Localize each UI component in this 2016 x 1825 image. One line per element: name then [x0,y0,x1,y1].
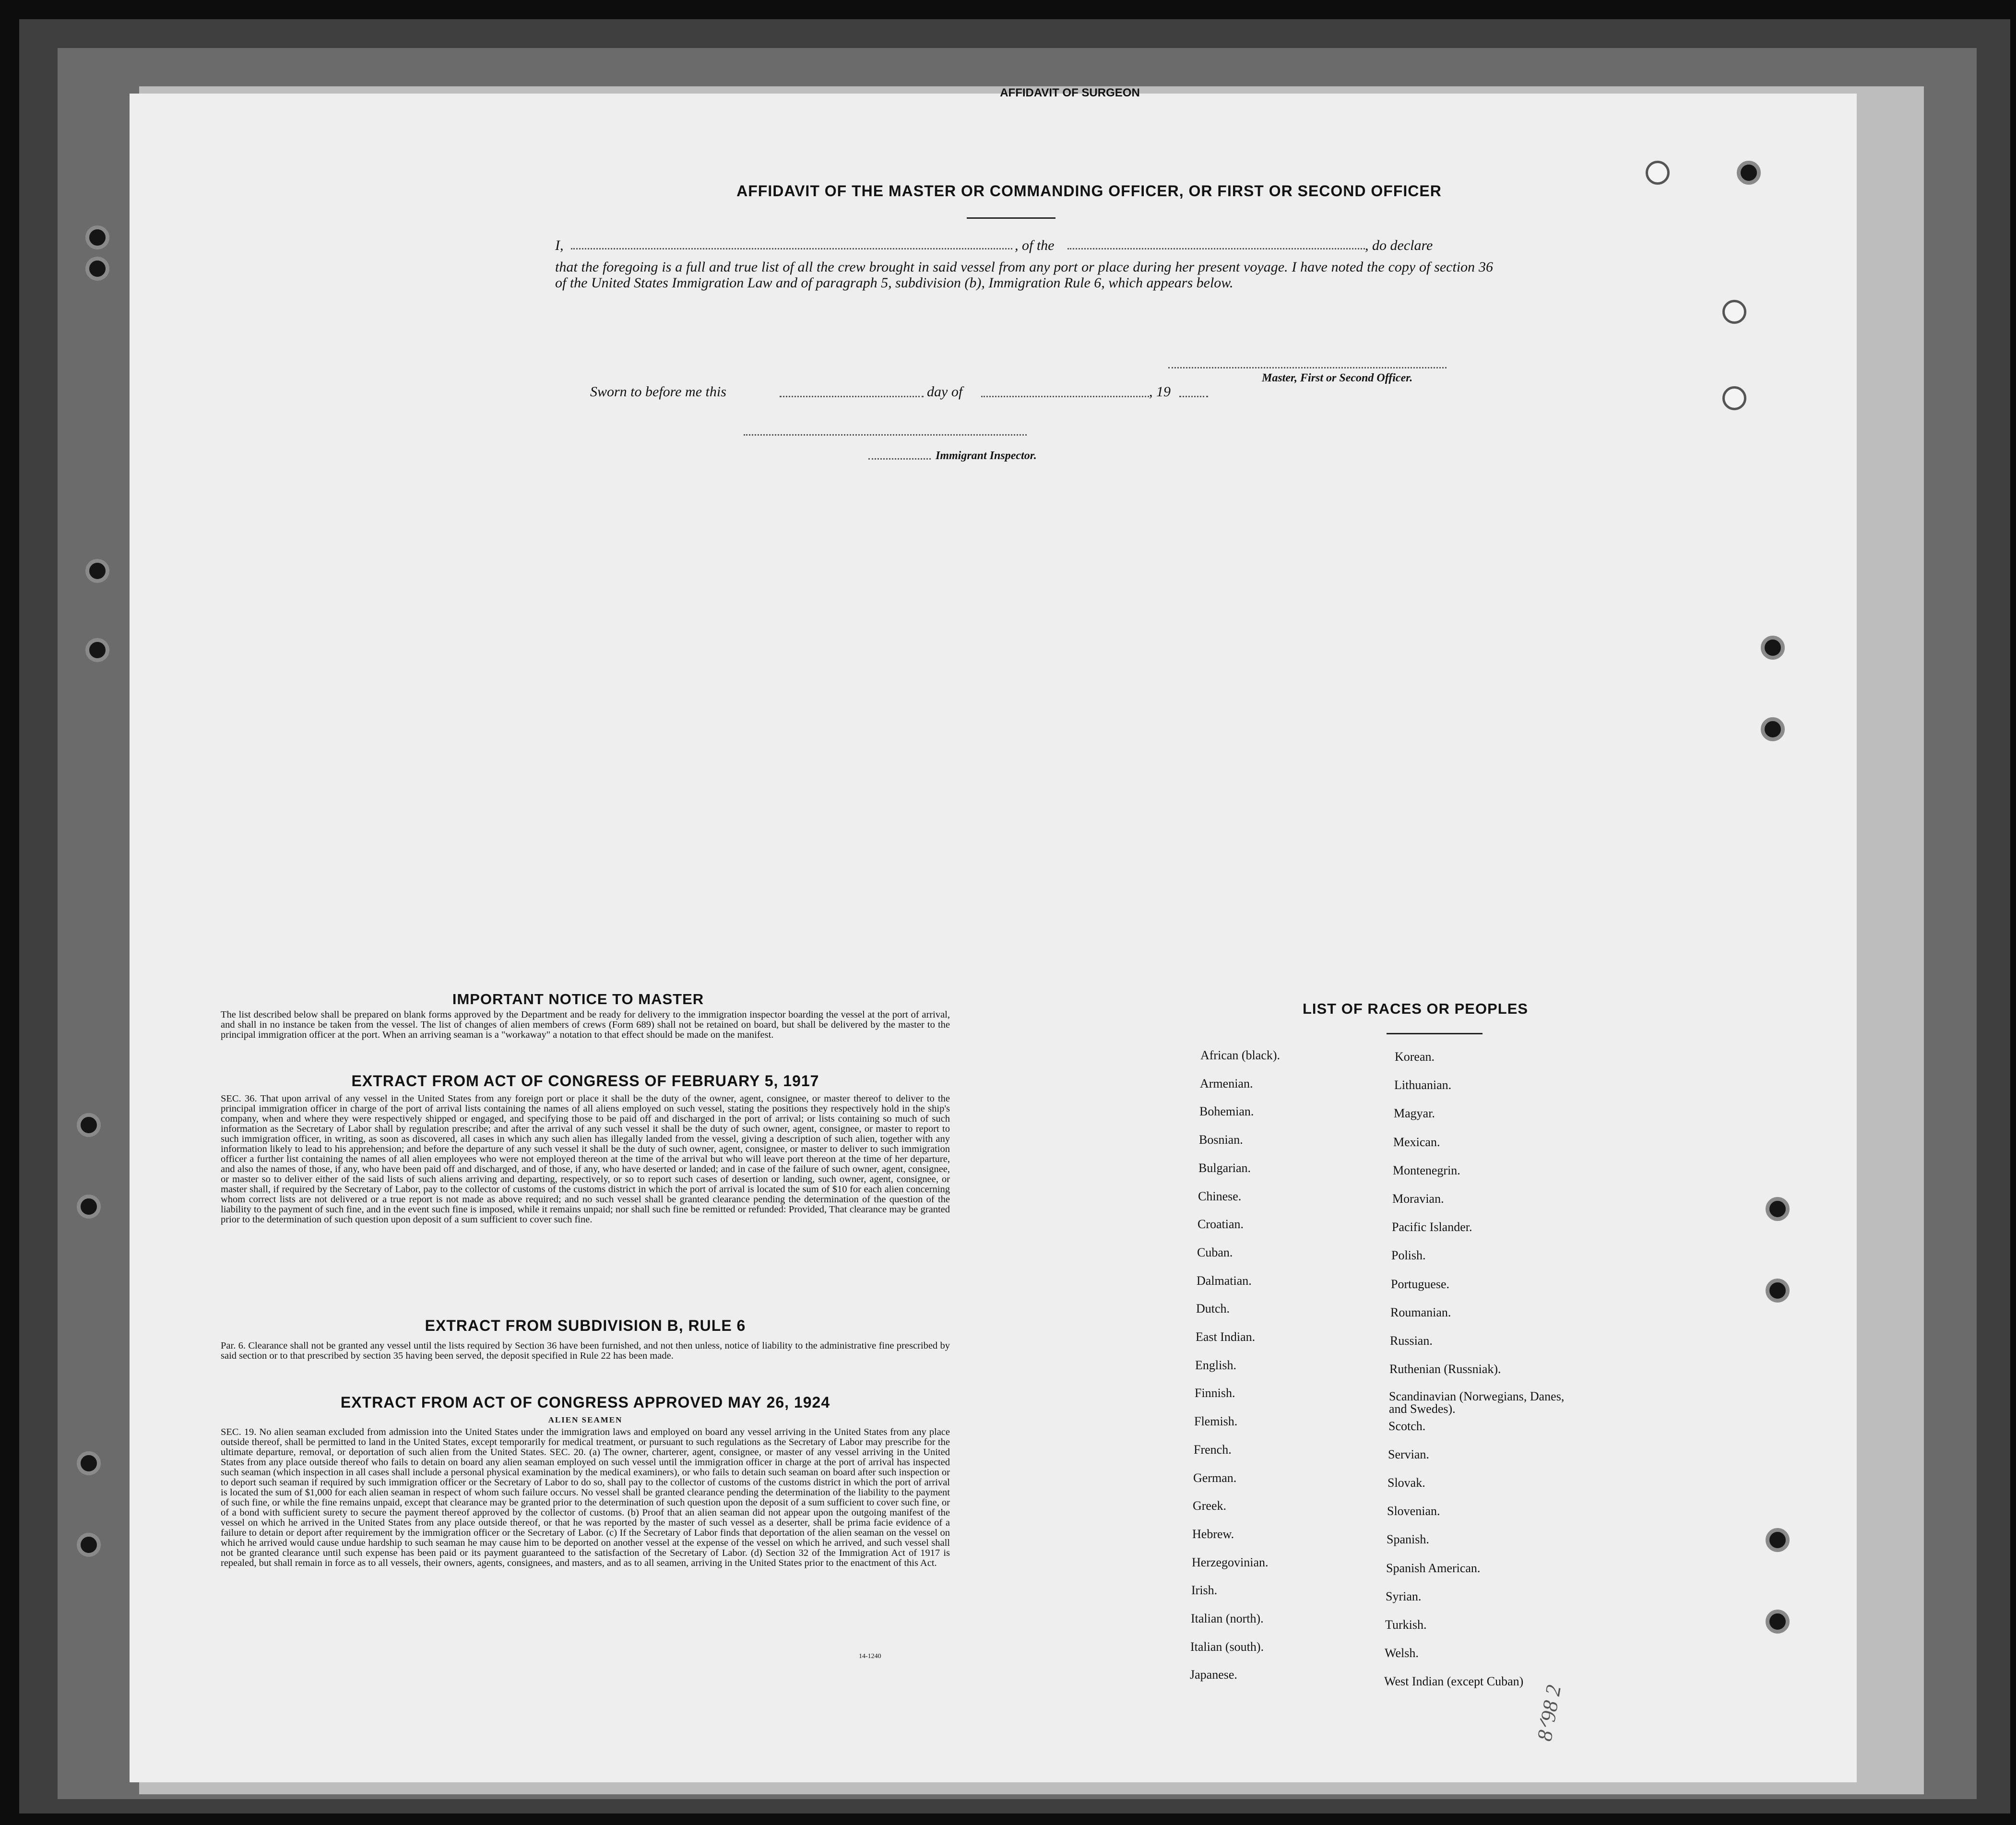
race-item: Montenegrin. [1393,1163,1460,1177]
race-item: Scotch. [1388,1419,1426,1433]
race-item: Portuguese. [1391,1277,1450,1291]
binder-ring-hole [85,257,109,281]
race-item: Bulgarian. [1198,1161,1251,1175]
extract-1924-title: EXTRACT FROM ACT OF CONGRESS APPROVED MAY 26, 1924 [340,1394,830,1411]
punch-hole [1722,386,1746,410]
punch-hole [1722,300,1746,324]
race-item: Russian. [1390,1334,1433,1348]
race-item: Italian (south). [1190,1639,1264,1654]
binder-ring-hole [1766,1528,1790,1552]
race-item: Bohemian. [1199,1104,1254,1119]
race-item: Korean. [1395,1050,1435,1064]
race-item: Pacific Islander. [1392,1220,1472,1234]
form-number: 14-1240 [859,1653,881,1660]
sworn-label: Sworn to before me this [590,384,726,400]
race-item: African (black). [1200,1048,1281,1062]
race-item: Turkish. [1385,1618,1427,1632]
race-item: Servian. [1388,1447,1429,1461]
binder-ring-hole [77,1113,101,1137]
binder-ring-hole [85,638,109,662]
affidavit-of-the: , of the [1015,237,1055,253]
extract-1924-subtitle: ALIEN SEAMEN [548,1415,623,1424]
race-item: Welsh. [1385,1646,1419,1660]
header-tab-label: AFFIDAVIT OF SURGEON [1000,86,1140,99]
binder-ring-hole [77,1451,101,1475]
inspector-lead-dots [868,458,931,460]
extract-1917-body: SEC. 36. That upon arrival of any vessel in the United States from any foreign port or place it shall be the duty of the owner, agent, consignee, or master thereof to deliver to the principal immigration officer in charge of the port of arrival lists containing the names of all aliens employed on such vessel, stating the positions they respectively hold in the ship's company, when and where they were respectively shipped or engaged, and specifying those to be paid off and discharged in the port of arrival; or lists containing so much of such information as the Secretary of Labor shall by regulation prescribe; and after the arrival of any such vessel it shall be the duty of such owner, agent, consignee, or master to report to such immigration officer, in writing, as soon as discovered, all cases in which any such alien has illegally landed from the vessel, giving a description of such alien, together with any information likely to lead to his apprehension; and before the departure of any such vessel it shall be the duty of such owner, agent, consignee, or master to deliver to such immigration officer a further list containing the names of all alien employees who were not employed thereon at the time of the arrival but who will leave port thereon at the time of her departure, and also the names of those, if any, who have been paid off and discharged, and of those, if any, who have deserted or landed; and in case of the failure of such owner, agent, consignee, or master so to deliver either of the said lists of such aliens arriving and departing, respectively, or so to report such cases of desertion or landing, such owner, agent, consignee, or master shall, if required by the Secretary of Labor, pay to the collector of customs of the customs district in which the port of arrival is located the sum of $10 for each alien concerning whom correct lists are not delivered or a true report is not made as above required; and no such vessel shall be granted clearance pending the determination of the question of the liability to the payment of such fine, and in the event such fine is imposed, while it remains unpaid; nor shall such fine be remitted or refunded: Provided, That clearance may be granted prior to the determination of such question upon deposit of a sum sufficient to cover such fine. [221,1093,950,1225]
race-item: Chinese. [1198,1189,1242,1203]
binder-ring-hole [85,559,109,583]
inspector-signature-label: Immigrant Inspector. [936,450,1037,462]
binder-ring-hole [77,1195,101,1219]
race-item: Polish. [1391,1248,1426,1263]
inspector-signature-line[interactable] [744,434,1027,436]
notice-body: The list described below shall be prepared on blank forms approved by the Department and be ready for delivery to the immigration inspector boarding the vessel at the port of arrival, and shall in no instance be taken from the vessel. The list of changes of alien members of crews (Form 689) shall not be retained on board, but shall be delivered by the master to the principal immigration officer at the port. When an arriving seaman is a "workaway" a notation to that effect should be made on the manifest. [221,1009,950,1040]
vessel-blank[interactable] [1067,248,1365,249]
race-item: Mexican. [1393,1135,1440,1149]
race-item: Lithuanian. [1394,1078,1452,1092]
race-item: Spanish. [1387,1532,1429,1547]
race-item: Magyar. [1394,1106,1435,1121]
race-item: Finnish. [1195,1386,1235,1400]
punch-hole [1646,161,1670,185]
race-item: Italian (north). [1191,1612,1264,1625]
pencil-annotation: 8ᐟ98 2 [1532,1683,1566,1743]
binder-ring-hole [1761,717,1785,741]
binder-ring-hole [1737,161,1761,185]
race-item: Croatian. [1198,1217,1244,1232]
race-item: East Indian. [1196,1330,1256,1344]
extract-1924-body: SEC. 19. No alien seaman excluded from admission into the United States under the immigration laws and employed on board any vessel arriving in the United States from any place outside thereof, shall be permitted to land in the United States, except temporarily for medical treatment, or pursuant to such regulations as the Secretary of Labor may prescribe for the ultimate departure, removal, or deportation of such alien from the United States. SEC. 20. (a) The owner, charterer, agent, consignee, or master of any vessel arriving in the United States from any place outside thereof who fails to detain on board any alien seaman employed on such vessel until the immigration officer in charge at the port of arrival has inspected such seaman (which inspection in all cases shall include a personal physical examination by the medical examiners), or who fails to detain such seaman on board after such inspection or to deport such seaman if required by such immigration officer or the Secretary of Labor to do so, shall pay to the collector of customs of the customs district in which the port of arrival is located the sum of $1,000 for each alien seaman in respect of whom such failure occurs. No vessel shall be granted clearance pending the determination of the liability to the payment of such fine, or while the fine remains unpaid, except that clearance may be granted prior to the determination of such question upon the deposit of a sum sufficient to cover such fine, or of a bond with sufficient surety to secure the payment thereof approved by the collector of customs. (b) Proof that an alien seaman did not appear upon the outgoing manifest of the vessel on which he arrived in the United States from any place outside thereof, or that he was reported by the master of such vessel as a deserter, shall be prima facie evidence of a failure to detain or deport after requirement by the immigration officer or the Secretary of Labor. (c) If the Secretary of Labor finds that deportation of the alien seaman on the vessel on which he arrived would cause undue hardship to such seaman he may cause him to be deported on another vessel at the expense of the vessel on which he arrived, and such vessel shall not be granted clearance until such expense has been paid or its payment guaranteed to the satisfaction of the Secretary of Labor. (d) Section 32 of the Immigration Act of 1917 is repealed, but shall remain in force as to all vessels, their owners, agents, consignees, and masters, and as to all seamen, arriving in the United States prior to the enactment of this Act. [221,1427,950,1568]
binder-ring-hole [77,1533,101,1557]
race-item: Irish. [1191,1583,1218,1598]
year-label: , 19 [1149,384,1171,400]
title-underline [967,217,1055,219]
race-item: Greek. [1193,1499,1227,1513]
binder-ring-hole [1766,1197,1790,1221]
race-item: West Indian (except Cuban) [1384,1674,1524,1689]
race-item: English. [1195,1358,1236,1372]
race-item: French. [1194,1442,1232,1457]
affidavit-body: that the foregoing is a full and true list of all the crew brought in said vessel from any port or place during her present voyage. I have noted the copy of section 36 of the United States Immigration Law and of paragraph 5, subdivision (b), Immigration Rule 6, which appears below. [555,259,1493,291]
affidavit-title: AFFIDAVIT OF THE MASTER OR COMMANDING OFFICER, OR FIRST OR SECOND OFFICER [736,182,1442,200]
race-item: Roumanian. [1390,1305,1451,1319]
race-item: German. [1193,1470,1237,1485]
race-item: Cuban. [1197,1245,1233,1259]
race-item: Dutch. [1196,1302,1230,1316]
affidavit-i-label: I, [555,237,564,253]
race-item: Slovenian. [1387,1504,1440,1518]
sworn-day-blank[interactable] [780,396,924,397]
race-item: Slovak. [1387,1476,1425,1490]
race-item: Hebrew. [1192,1527,1234,1541]
master-signature-line[interactable] [1168,367,1447,368]
race-item: Scandinavian (Norwegians, Danes, and Swedes). [1389,1389,1565,1416]
binder-ring-hole [1761,636,1785,660]
race-item: Syrian. [1386,1589,1422,1603]
subdivision-body: Par. 6. Clearance shall not be granted any vessel until the lists required by Section 36 have been furnished, and not then unless, notice of liability to the administrative fine prescribed by said section or to that prescribed by section 35 having been served, the deposit specified in Rule 22 has been made. [221,1340,950,1361]
master-signature-label: Master, First or Second Officer. [1262,372,1413,384]
race-item: Bosnian. [1199,1133,1243,1147]
notice-title: IMPORTANT NOTICE TO MASTER [452,991,704,1007]
race-item: Moravian. [1392,1192,1444,1206]
subdivision-title: EXTRACT FROM SUBDIVISION B, RULE 6 [425,1317,746,1334]
binder-ring-hole [85,225,109,249]
name-blank[interactable] [571,248,1012,249]
binder-ring-hole [1766,1279,1790,1303]
race-item: Ruthenian (Russniak). [1389,1362,1501,1376]
binder-ring-hole [1766,1610,1790,1634]
race-item: Flemish. [1194,1414,1238,1429]
race-item: Japanese. [1190,1668,1237,1682]
document-page [130,86,1857,1782]
affidavit-do-declare: , do declare [1365,237,1433,253]
race-item: Herzegovinian. [1192,1555,1269,1569]
races-title: LIST OF RACES OR PEOPLES [1302,1000,1529,1017]
race-item: Spanish American. [1386,1561,1481,1575]
day-of-label: day of [927,384,963,400]
race-item: Armenian. [1200,1076,1253,1090]
sworn-month-blank[interactable] [981,396,1149,397]
sworn-year-blank[interactable] [1179,396,1208,397]
race-item: Dalmatian. [1197,1273,1252,1288]
races-underline [1387,1033,1482,1034]
extract-1917-title: EXTRACT FROM ACT OF CONGRESS OF FEBRUARY 5, 1917 [351,1072,819,1090]
